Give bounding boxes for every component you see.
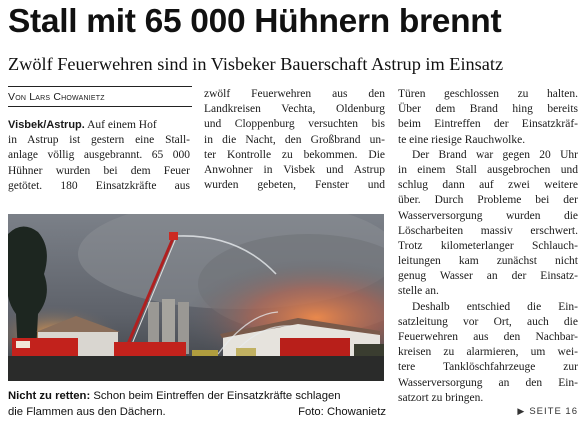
text-line: Über dem Brand hing bereits [398,103,578,116]
text-line: in die Nacht, den Großbrand un- [204,133,385,146]
text-line: genug Wasser an der Einsatz- [398,270,578,283]
text-line: Hühner wurden bei dem Feuer [8,164,190,177]
text-line: Anwohner in Visbek und Astrup [204,163,385,176]
text-line: Türen geschlossen zu halten. [398,88,578,100]
text-line: Wasserversorgung an den Ein- [398,376,578,389]
text-line: wurden gebeten, Fenster und [204,179,385,192]
text-line [8,118,190,133]
text-line: leitungen kam zunächst nicht [398,255,578,268]
photo-caption [8,388,386,422]
text-line: te eine riesige Rauchwolke. [398,133,526,146]
article-column-1 [8,118,190,194]
text-fragment: Auf einem Hof [84,119,157,131]
caption-line [8,388,386,404]
text-line: in einem Stall ausgebrochen und [398,163,578,176]
text-line: Löscharbeiten massiv erschwert. [398,224,578,237]
caption-line: die Flammen aus den Dächern. [8,406,166,418]
page-label: SEITE 16 [529,406,578,417]
page-number [517,404,578,418]
text-line: Landkreisen Vechta, Oldenburg [204,103,385,116]
article-column-3 [398,87,578,406]
text-line: und Cloppenburg versuchten bis [204,118,385,131]
text-line: in Astrup ist gestern eine Stall- [8,134,190,147]
text-line: über. Durch Probleme bei der [398,194,578,207]
caption-lead: Nicht zu retten: [8,390,91,402]
headline: Stall mit 65 000 Hühnern brennt [8,3,502,40]
text-line: ter Kontrolle zu bekommen. Die [204,148,385,161]
byline-rule-top [8,86,192,87]
byline-rule-bottom [8,106,192,107]
text-line: Deshalb entschied die Ein- [412,300,578,313]
text-line: Der Brand war gegen 20 Uhr [412,148,578,161]
text-line: satzleitung vor Ort, auch die [398,315,578,328]
text-line: getötet. 180 Einsatzkräfte aus [8,179,190,192]
text-line: satzort zu bringen. [398,391,484,404]
text-line: Wasserversorgung wurden die [398,209,578,222]
text-line: tere Tanklöschfahrzeuge zur [398,361,578,374]
fire-photo [8,214,384,381]
caption-text: Schon beim Eintreffen der Einsatzkräfte schlagen [90,390,341,402]
text-line: Feuerwehren aus den Nachbar- [398,331,578,343]
text-line: beim Eintreffen der Einsatzkräf- [398,118,578,131]
dateline-place: Visbek/Astrup. [8,119,85,131]
play-arrow-icon: ▶ [517,406,526,416]
text-line: anlage völlig ausgebrannt. 65 000 [8,149,190,162]
text-line: Trotz kilometerlanger Schlauch- [398,239,578,252]
text-line: zwölf Feuerwehren aus den [204,88,385,100]
byline: Von Lars Chowanietz [8,91,105,103]
text-line: schlug dann auf zwei weitere [398,179,578,192]
text-line: stelle an. [398,285,439,298]
photo-credit: Foto: Chowanietz [298,406,386,418]
article-column-2 [204,87,385,193]
subheadline: Zwölf Feuerwehren sind in Visbeker Bauerschaft Astrup im Einsatz [8,54,504,74]
text-line: kreisen zu alarmieren, um wei- [398,346,578,359]
